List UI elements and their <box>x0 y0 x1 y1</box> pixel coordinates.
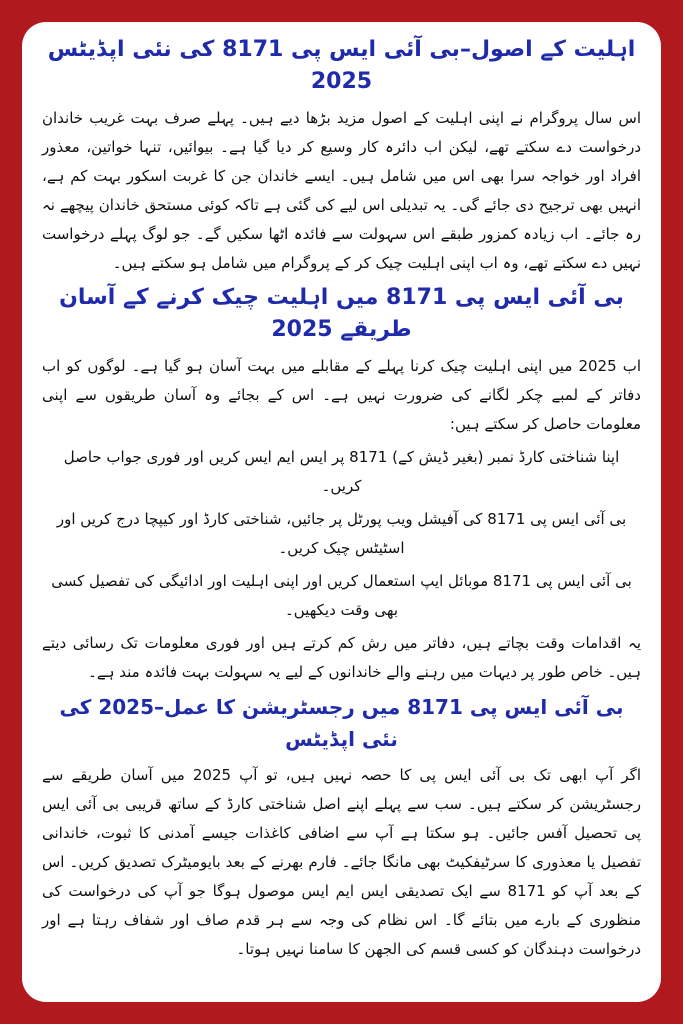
eligibility-check-outro: یہ اقدامات وقت بچاتے ہیں، دفاتر میں رش کم کرتے ہیں اور فوری معلومات تک رسائی دیتے ہیں۔ خاص طور پر دیہات میں رہنے والے خاندانوں کے لیے یہ سہولت بہت فائدہ مند ہے۔ <box>42 634 641 681</box>
eligibility-check-intro: اب 2025 میں اپنی اہلیت چیک کرنا پہلے کے مقابلے میں بہت آسان ہو گیا ہے۔ لوگوں کو اب دفاتر کے لمبے چکر لگانے کی ضرورت نہیں ہے۔ اس کے بجائے وہ آسان طریقوں سے اپنی معلومات حاصل کر سکتے ہیں: <box>42 357 641 433</box>
eligibility-rules-paragraph: اس سال پروگرام نے اپنی اہلیت کے اصول مزید بڑھا دیے ہیں۔ پہلے صرف بہت غریب خاندان درخواست دے سکتے تھے، لیکن اب دائرہ کار وسیع کر دیا گیا ہے۔ بیوائیں، تنہا خواتین، معذور افراد اور خواجہ سرا بھی اس میں شامل ہیں۔ ایسے خاندان جن کا غربت اسکور بہت کم ہے، انہیں بھی ترجیح دی جائے گی۔ یہ تبدیلی اس لیے کی گئی ہے تاکہ کوئی مستحق خاندان پیچھے نہ رہ جائے۔ اب زیادہ کمزور طبقے اس سہولت سے فائدہ اٹھا سکیں گے۔ جو لوگ پہلے درخواست نہیں دے سکتے تھے، وہ اب اپنی اہلیت چیک کر کے پروگرام میں شامل ہو سکتے ہیں۔ <box>42 109 641 272</box>
registration-process-heading: بی آئی ایس پی 8171 میں رجسٹریشن کا عمل–2025 کی نئی اپڈیٹس <box>59 695 624 751</box>
method-mobile-app: بی آئی ایس پی 8171 موبائل ایپ استعمال کریں اور اپنی اہلیت اور ادائیگی کی تفصیل کسی بھی وقت دیکھیں۔ <box>51 572 632 619</box>
registration-process-paragraph: اگر آپ ابھی تک بی آئی ایس پی کا حصہ نہیں ہیں، تو آپ 2025 میں آسان طریقے سے رجسٹریشن کر سکتے ہیں۔ سب سے پہلے اپنے اصل شناختی کارڈ کے ساتھ قریبی بی آئی ایس پی تحصیل آفس جائیں۔ ہو سکتا ہے آپ سے اضافی کاغذات جیسے آمدنی کا ثبوت، خاندانی تفصیل یا معذوری کا سرٹیفکیٹ بھی مانگا جائے۔ فارم بھرنے کے بعد بایومیٹرک تصدیق کریں۔ اس کے بعد آپ کو 8171 سے ایک تصدیقی ایس ایم ایس موصول ہوگا جو آپ کی درخواست کی منظوری کے بارے میں بتائے گا۔ اس نظام کی وجہ سے ہر قدم صاف اور شفاف رہتا ہے اور درخواست دہندگان کو کسی قسم کی الجھن کا سامنا نہیں ہوتا۔ <box>42 766 641 958</box>
eligibility-rules-heading: اہلیت کے اصول–بی آئی ایس پی 8171 کی نئی اپڈیٹس 2025 <box>47 37 636 94</box>
eligibility-check-methods-heading: بی آئی ایس پی 8171 میں اہلیت چیک کرنے کے آسان طریقے 2025 <box>59 285 624 342</box>
method-web-portal: بی آئی ایس پی 8171 کی آفیشل ویب پورٹل پر جائیں، شناختی کارڈ اور کیپچا درج کریں اور اسٹیٹس چیک کریں۔ <box>56 510 627 557</box>
method-sms: اپنا شناختی کارڈ نمبر (بغیر ڈیش کے) 8171 پر ایس ایم ایس کریں اور فوری جواب حاصل کریں۔ <box>63 448 620 495</box>
check-methods-list <box>42 443 641 625</box>
article-card <box>22 22 661 1002</box>
